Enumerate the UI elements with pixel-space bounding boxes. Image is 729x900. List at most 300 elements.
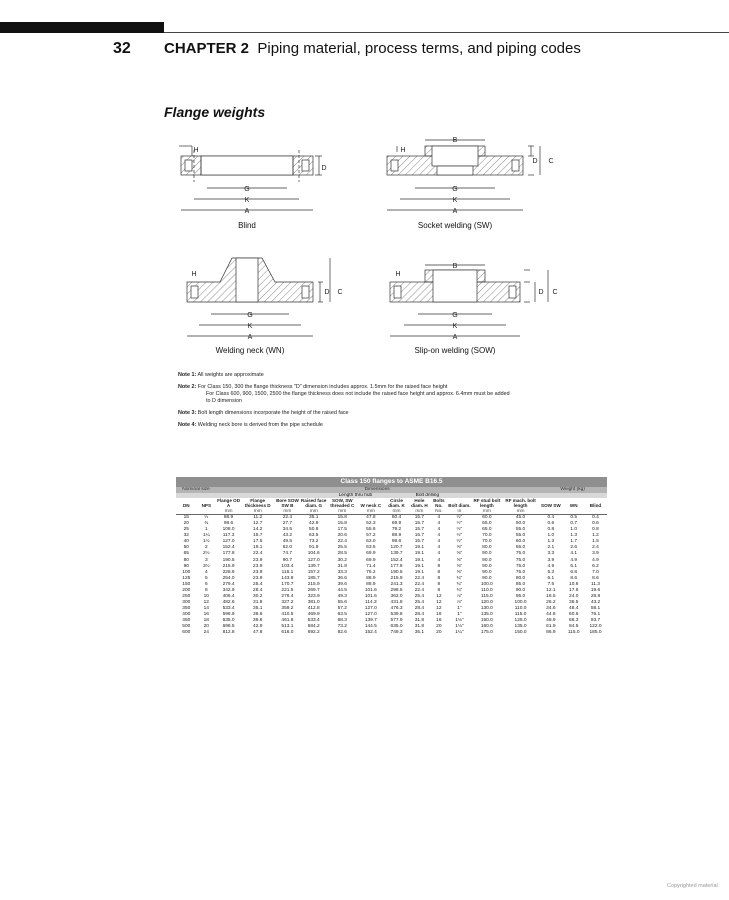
table-cell: 90.0 xyxy=(482,551,492,557)
column-header: SOW, SW threaded C xyxy=(330,498,355,509)
svg-text:D: D xyxy=(538,289,544,296)
table-cell: 431.8 xyxy=(390,599,403,605)
table-cell: 23.9 xyxy=(253,557,263,563)
table-cell: 104.6 xyxy=(307,551,320,557)
column-header: WN xyxy=(569,503,578,509)
table-cell: 16 xyxy=(436,611,442,617)
table-cell: 42.9 xyxy=(309,521,319,527)
table-cell: ⅝" xyxy=(456,563,463,569)
table-cell: 8 xyxy=(437,587,441,593)
table-cell: 36.6 xyxy=(253,611,263,617)
table-cell: 215.9 xyxy=(222,563,235,569)
table-cell: 14.2 xyxy=(253,527,263,533)
table-cell: 6.8 xyxy=(570,569,578,575)
table-cell: 22.4 xyxy=(253,551,263,557)
table-title: Class 150 flanges to ASME B16.5 xyxy=(176,477,607,487)
table-cell: 80 xyxy=(183,557,189,563)
table-cell: 143.8 xyxy=(281,575,294,581)
table-cell: 115.0 xyxy=(567,630,580,636)
table-cell: 16 xyxy=(436,617,442,623)
table-cell: 616.0 xyxy=(281,630,294,636)
table-cell: 8 xyxy=(204,587,208,593)
note-1: Note 1: All weights are approximate xyxy=(178,372,264,378)
table-cell: 5 xyxy=(204,575,208,581)
table-cell: 20 xyxy=(436,624,442,630)
table-cell: ⅝" xyxy=(456,545,463,551)
table-cell: 812.8 xyxy=(222,630,235,636)
table-cell: 175.0 xyxy=(480,630,493,636)
table-cell: 600 xyxy=(182,630,191,636)
table-cell: 4 xyxy=(437,527,441,533)
unit-cell: mm xyxy=(471,509,503,515)
table-cell: 15 xyxy=(183,515,189,521)
table-cell: ¾" xyxy=(456,587,463,593)
table-cell: 60.0 xyxy=(482,515,492,521)
table-cell: 15.7 xyxy=(414,515,425,521)
table-cell: 1.7 xyxy=(570,539,578,545)
table-cell: 28.4 xyxy=(414,605,425,611)
table-cell: 323.9 xyxy=(307,593,320,599)
unit-cell: in xyxy=(448,509,471,515)
table-cell: 27.7 xyxy=(282,521,293,527)
table-cell: 79.2 xyxy=(391,527,402,533)
svg-text:C: C xyxy=(552,289,558,296)
table-cell: 88.9 xyxy=(223,515,234,521)
table-cell: 6.1 xyxy=(570,563,578,569)
table-cell: 90.0 xyxy=(482,557,492,563)
table-cell: 90.0 xyxy=(482,569,492,575)
table-cell: 75.0 xyxy=(515,563,526,569)
table-cell: 15.7 xyxy=(414,521,425,527)
table-cell: 8.6 xyxy=(592,575,599,581)
table-cell: 12 xyxy=(203,599,209,605)
table-cell: 50.8 xyxy=(309,527,319,533)
table-cell: 2.6 xyxy=(570,545,578,551)
table-cell: 82.6 xyxy=(337,630,347,636)
table-cell: 15.7 xyxy=(414,533,425,539)
table-cell: 101.6 xyxy=(364,587,377,593)
chapter-title: Piping material, process terms, and piping codes xyxy=(257,40,581,57)
table-cell: 63.5 xyxy=(366,545,376,551)
table-cell: 4 xyxy=(437,539,441,545)
unit-cell: mm xyxy=(216,509,241,515)
table-cell: 410.5 xyxy=(281,611,294,617)
table-cell: 48.4 xyxy=(569,605,579,611)
note-4: Note 4: Welding neck bore is derived from the pipe schedule xyxy=(178,422,323,428)
table-cell: 0.4 xyxy=(592,515,599,521)
table-cell: 86.9 xyxy=(546,630,556,636)
table-cell: 3.9 xyxy=(547,557,555,563)
table-cell: 63.5 xyxy=(337,611,347,617)
table-cell: 177.8 xyxy=(222,551,235,557)
table-cell: 127.0 xyxy=(222,539,235,545)
table-cell: 68.3 xyxy=(569,617,579,623)
table-cell: 127.0 xyxy=(364,611,377,617)
table-cell: 69.9 xyxy=(366,557,376,563)
column-header: W neck C xyxy=(360,503,382,509)
table-cell: 61.9 xyxy=(546,624,556,630)
table-cell: 19.1 xyxy=(253,545,263,551)
table-cell: 150.0 xyxy=(514,630,527,636)
table-cell: 8 xyxy=(437,581,441,587)
table-cell: 185.7 xyxy=(307,575,320,581)
label-h: H xyxy=(193,147,199,154)
table-cell: 1.3 xyxy=(570,533,578,539)
table-cell: 23.9 xyxy=(253,563,263,569)
table-cell: 327.2 xyxy=(281,599,294,605)
table-cell: 20 xyxy=(203,624,209,630)
svg-text:B: B xyxy=(452,263,458,270)
table-cell: ⅝" xyxy=(456,569,463,575)
table-cell: 30.2 xyxy=(253,593,263,599)
table-cell: 2.1 xyxy=(547,545,555,551)
table-cell: 276.4 xyxy=(281,593,294,599)
table-cell: 185.0 xyxy=(589,630,602,636)
table-cell: 73.2 xyxy=(337,624,347,630)
table-cell: 23.9 xyxy=(253,575,263,581)
table-cell: 116.1 xyxy=(281,569,294,575)
table-cell: 88.9 xyxy=(366,575,376,581)
table-cell: 22.4 xyxy=(414,581,425,587)
table-cell: 115.0 xyxy=(481,593,493,599)
svg-text:K: K xyxy=(247,323,253,330)
table-cell: 269.7 xyxy=(307,587,320,593)
table-cell: 19.1 xyxy=(414,545,425,551)
table-cell: 20 xyxy=(183,521,189,527)
table-cell: 8 xyxy=(437,563,441,569)
table-cell: 90.0 xyxy=(482,563,492,569)
table-cell: ⅞" xyxy=(456,593,463,599)
column-header: RF stud bolt length xyxy=(473,498,501,509)
svg-text:A: A xyxy=(452,334,458,341)
table-cell: 2.4 xyxy=(592,545,599,551)
table-cell: 577.9 xyxy=(390,617,403,623)
table-cell: 88.9 xyxy=(366,581,376,587)
table-cell: ¾" xyxy=(456,581,463,587)
table-cell: 57.2 xyxy=(337,605,347,611)
table-cell: 6.1 xyxy=(547,575,555,581)
table-cell: 49.3 xyxy=(337,593,347,599)
table-cell: 62.0 xyxy=(282,545,293,551)
copyright-footer: Copyrighted material xyxy=(667,883,718,889)
table-cell: 1 xyxy=(204,527,208,533)
table-cell: 31.8 xyxy=(337,563,347,569)
page-number: 32 xyxy=(113,40,131,57)
table-cell: 279.4 xyxy=(222,581,235,587)
table-cell: 88.9 xyxy=(391,533,402,539)
flange-table xyxy=(176,477,607,636)
table-cell: 55.0 xyxy=(515,527,526,533)
table-cell: 100.0 xyxy=(480,581,493,587)
table-cell: 25.4 xyxy=(414,599,425,605)
svg-text:G: G xyxy=(452,186,458,193)
table-cell: 4 xyxy=(437,533,441,539)
table-cell: 98.6 xyxy=(391,539,402,545)
column-header: NPS xyxy=(201,503,212,509)
unit-cell: mm xyxy=(274,509,300,515)
column-header: Bolts No. xyxy=(433,498,445,509)
svg-text:H: H xyxy=(400,147,406,154)
table-cell: 20 xyxy=(436,630,442,636)
svg-text:A: A xyxy=(452,208,458,215)
table-cell: 58.1 xyxy=(590,605,601,611)
table-cell: 1.0 xyxy=(570,527,578,533)
label-g: G xyxy=(244,186,250,193)
table-cell: 22.4 xyxy=(282,515,293,521)
table-cell: 39.6 xyxy=(337,581,347,587)
table-cell: 157.2 xyxy=(307,569,320,575)
table-cell: 31.8 xyxy=(414,617,425,623)
table-cell: 122.0 xyxy=(589,624,602,630)
table-cell: ½" xyxy=(456,527,463,533)
table-cell: 1.5 xyxy=(592,539,599,545)
column-header: Flange thickness D xyxy=(244,498,271,509)
table-cell: 71.4 xyxy=(366,563,376,569)
table-cell: 17.5 xyxy=(253,539,263,545)
table-cell: 4.9 xyxy=(570,557,578,563)
table-cell: 25.4 xyxy=(414,593,425,599)
table-cell: 19.1 xyxy=(414,551,425,557)
caption-blind: Blind xyxy=(238,221,256,230)
table-cell: 65.0 xyxy=(482,521,492,527)
table-cell: 152.4 xyxy=(364,630,377,636)
table-cell: ⅝" xyxy=(456,557,463,563)
table-cell: 95.0 xyxy=(515,593,526,599)
table-cell: 103.4 xyxy=(281,563,294,569)
table-cell: 170.7 xyxy=(281,581,294,587)
table-cell: 90.7 xyxy=(282,557,293,563)
table-cell: 19.1 xyxy=(414,569,425,575)
table-cell: 1.3 xyxy=(547,539,555,545)
table-cell: 8 xyxy=(437,575,441,581)
table-cell: 32 xyxy=(183,533,189,539)
table-cell: 4 xyxy=(437,515,441,521)
table-cell: 139.7 xyxy=(390,551,403,557)
table-cell: 359.2 xyxy=(281,605,294,611)
svg-text:G: G xyxy=(452,312,458,319)
unit-cell: mm xyxy=(503,509,538,515)
notes xyxy=(178,372,618,434)
table-cell: 73.2 xyxy=(309,539,319,545)
table-cell: 36.6 xyxy=(337,575,347,581)
table-cell: 1" xyxy=(457,605,462,611)
table-cell: 22.4 xyxy=(414,575,425,581)
column-header: SOW SW xyxy=(541,503,561,509)
table-cell: 23.9 xyxy=(253,569,263,575)
table-cell: 4.9 xyxy=(592,557,599,563)
table-cell: 40 xyxy=(183,539,189,545)
svg-text:G: G xyxy=(247,312,253,319)
table-cell: 500 xyxy=(182,624,191,630)
table-cell: 12 xyxy=(436,605,442,611)
table-cell: 482.6 xyxy=(222,599,235,605)
table-cell: 2 xyxy=(204,545,208,551)
table-cell: 533.4 xyxy=(307,617,320,623)
table-cell: 28.4 xyxy=(253,587,263,593)
table-cell: 412.8 xyxy=(307,605,320,611)
table-cell: 35.1 xyxy=(309,515,319,521)
table-header-row xyxy=(176,498,607,508)
table-cell: 43.2 xyxy=(590,599,601,605)
table-cell: 1.2 xyxy=(592,533,599,539)
table-cell: 0.5 xyxy=(570,515,578,521)
table-cell: 90.0 xyxy=(515,587,526,593)
table-cell: 12.7 xyxy=(253,521,263,527)
table-cell: 584.2 xyxy=(307,624,320,630)
table-cell: 5.3 xyxy=(547,569,555,575)
table-cell: 0.8 xyxy=(592,527,599,533)
table-cell: 692.2 xyxy=(307,630,320,636)
table-cell: 4 xyxy=(437,551,441,557)
table-cell: 65.0 xyxy=(482,527,492,533)
column-header: Circle diam. K xyxy=(388,498,405,509)
table-row xyxy=(176,630,607,636)
svg-text:C: C xyxy=(337,289,343,296)
table-cell: 12 xyxy=(436,599,442,605)
table-cell: 469.9 xyxy=(307,611,320,617)
label-a: A xyxy=(244,208,250,215)
table-cell: 6.2 xyxy=(592,563,599,569)
table-cell: ½" xyxy=(456,533,463,539)
table-cell: 24 xyxy=(203,630,209,636)
table-cell: 150 xyxy=(182,581,191,587)
table-cell: 12.1 xyxy=(546,587,556,593)
table-cell: 190.5 xyxy=(390,569,403,575)
table-cell: 31.8 xyxy=(253,599,263,605)
table-cell: 80.0 xyxy=(482,545,492,551)
table-cell: 22.4 xyxy=(337,539,347,545)
svg-text:D: D xyxy=(532,158,538,165)
column-header: Raised face diam. G xyxy=(300,498,327,509)
table-cell: 7.0 xyxy=(592,569,599,575)
table-cell: 241.3 xyxy=(390,581,403,587)
table-cell: ⅝" xyxy=(456,551,463,557)
table-cell: 44.8 xyxy=(546,611,556,617)
column-header: Flange OD A xyxy=(217,498,241,509)
caption-slip-on: Slip-on welding (SOW) xyxy=(414,346,496,355)
table-cell: 11.3 xyxy=(591,581,600,587)
table-cell: 0.6 xyxy=(547,521,555,527)
table-cell: 93.7 xyxy=(590,617,601,623)
svg-text:D: D xyxy=(324,289,330,296)
table-cell: 135.0 xyxy=(514,624,527,630)
table-cell: 110.0 xyxy=(514,605,527,611)
table-cell: 16.5 xyxy=(546,593,556,599)
table-cell: 1¼ xyxy=(202,533,210,539)
table-cell: 127.0 xyxy=(307,557,320,563)
table-cell: 115.0 xyxy=(514,611,527,617)
table-cell: 476.3 xyxy=(390,605,403,611)
column-header: RF mach. bolt length xyxy=(505,498,536,509)
unit-cell: mm xyxy=(327,509,358,515)
table-cell: 127.0 xyxy=(364,605,377,611)
table-cell: 39.6 xyxy=(253,617,263,623)
table-cell: 4 xyxy=(204,569,208,575)
table-cell: 110.0 xyxy=(481,587,493,593)
table-cell: 28.4 xyxy=(414,611,425,617)
table-cell: 68.3 xyxy=(337,617,347,623)
table-cell: ½" xyxy=(456,539,463,545)
table-cell: 698.5 xyxy=(222,624,235,630)
table-cell: 215.9 xyxy=(307,581,320,587)
table-cell: 19.1 xyxy=(414,557,425,563)
table-cell: 74.7 xyxy=(282,551,293,557)
table-cell: 461.8 xyxy=(281,617,294,623)
table-cell: 120.7 xyxy=(390,545,403,551)
sub-length-thru-hub: Length thru hub xyxy=(338,492,373,498)
table-cell: 101.6 xyxy=(364,593,377,599)
table-cell: 3.3 xyxy=(547,551,555,557)
table-cell: 28.5 xyxy=(337,551,347,557)
table-cell: ¾ xyxy=(204,521,209,527)
table-cell: 25.4 xyxy=(253,581,263,587)
unit-cell: mm xyxy=(301,509,327,515)
table-cell: 10 xyxy=(203,593,209,599)
group-weight: Weight (kg) xyxy=(560,487,585,492)
table-cell: 52.3 xyxy=(366,521,376,527)
table-cell: 381.0 xyxy=(307,599,320,605)
table-cell: 400 xyxy=(182,611,191,617)
table-cell: 150.0 xyxy=(480,617,493,623)
table-cell: 15.7 xyxy=(414,539,425,545)
svg-text:K: K xyxy=(452,323,458,330)
table-cell: 57.2 xyxy=(366,533,376,539)
table-cell: 144.5 xyxy=(364,624,377,630)
note-2: Note 2: For Class 150, 300 the flange thickness "D" dimension includes approx. 1.5mm for the raised face height For Class 600, 900, 1500, 2500 the flange thickness does not include the raised face height and approx. 6.4mm must be added to D dimension xyxy=(178,384,510,404)
unit-cell: mm xyxy=(358,509,384,515)
table-cell: 221.5 xyxy=(281,587,294,593)
table-cell: 17.6 xyxy=(569,587,579,593)
table-cell: 513.1 xyxy=(281,624,294,630)
table-cell: 4 xyxy=(437,557,441,563)
table-cell: 62.0 xyxy=(366,539,376,545)
table-cell: 76.2 xyxy=(366,569,376,575)
table-cell: 539.8 xyxy=(390,611,403,617)
table-cell: 44.5 xyxy=(337,587,347,593)
svg-text:H: H xyxy=(191,271,197,278)
table-cell: 70.0 xyxy=(482,533,492,539)
table-cell: 90 xyxy=(183,563,189,569)
table-cell: 117.3 xyxy=(222,533,235,539)
table-cell: 1.0 xyxy=(547,533,555,539)
table-cell: 100 xyxy=(182,569,191,575)
table-cell: 3½ xyxy=(202,563,210,569)
table-cell: 342.9 xyxy=(222,587,235,593)
table-cell: 1⅛" xyxy=(455,617,464,623)
welding-neck-flange-drawing xyxy=(187,258,330,336)
table-cell: 0.8 xyxy=(547,527,555,533)
table-cell: 31.8 xyxy=(414,624,425,630)
table-cell: 749.3 xyxy=(390,630,403,636)
table-cell: 596.9 xyxy=(222,611,235,617)
table-cell: 30.2 xyxy=(337,557,347,563)
table-cell: ⅞" xyxy=(456,599,463,605)
table-cell: 4 xyxy=(437,545,441,551)
table-cell: 25 xyxy=(183,527,189,533)
table-cell: 130.0 xyxy=(480,605,493,611)
column-header: Blind xyxy=(589,503,602,509)
table-cell: 75.0 xyxy=(515,551,526,557)
table-cell: 60.6 xyxy=(569,611,579,617)
table-cell: 139.7 xyxy=(364,617,377,623)
table-cell: 635.0 xyxy=(222,617,235,623)
table-cell: 152.4 xyxy=(222,545,235,551)
caption-welding-neck: Welding neck (WN) xyxy=(215,346,285,355)
table-cell: 254.0 xyxy=(222,575,235,581)
table-cell: 33.3 xyxy=(337,569,347,575)
table-cell: 50.0 xyxy=(515,521,526,527)
table-cell: 47.8 xyxy=(253,630,263,636)
